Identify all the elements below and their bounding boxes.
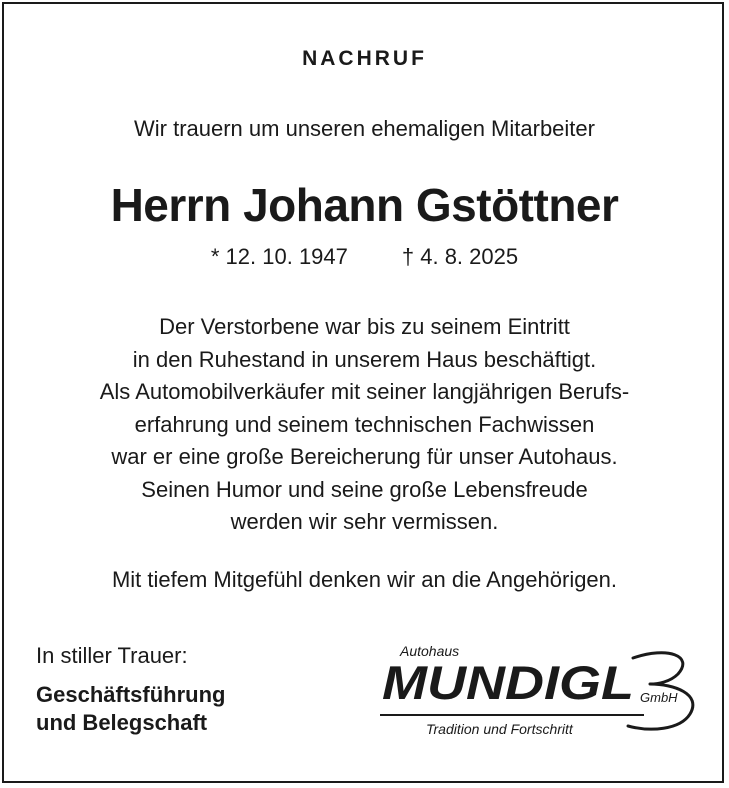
tribute-line: war er eine große Bereicherung für unser Autohaus. — [111, 444, 618, 469]
birth-date: * 12. 10. 1947 — [210, 244, 348, 269]
closing-line: Mit tiefem Mitgefühl denken wir an die Angehörigen. — [111, 567, 618, 592]
signers-group-line: Geschäftsführung — [36, 682, 226, 707]
signers-group-line: und Belegschaft — [36, 710, 208, 735]
tribute-text — [0, 311, 729, 539]
logo-tagline: Tradition und Fortschritt — [426, 721, 573, 737]
tribute-line: Als Automobilverkäufer mit seiner langjährigen Berufs- — [99, 379, 630, 404]
tribute-line: in den Ruhestand in unserem Haus beschäftigt. — [132, 346, 597, 372]
life-dates — [0, 244, 729, 270]
logo-suffix: GmbH — [640, 690, 678, 705]
signers-block — [36, 643, 225, 737]
tribute-line: werden wir sehr vermissen. — [230, 509, 499, 534]
deceased-name: Herrn Johann Gstöttner — [110, 179, 619, 231]
company-logo — [378, 638, 708, 748]
logo-brand: MUNDIGL — [382, 656, 634, 709]
signers-lead: In stiller Trauer: — [36, 643, 188, 668]
intro-line: Wir trauern um unseren ehemaligen Mitarbeiter — [134, 116, 595, 141]
tribute-line: Seinen Humor und seine große Lebensfreude — [141, 476, 588, 502]
logo-prefix: Autohaus — [400, 643, 460, 659]
tribute-line: erfahrung und seinem technischen Fachwissen — [134, 411, 595, 437]
notice-heading: NACHRUF — [302, 47, 427, 70]
death-date: † 4. 8. 2025 — [401, 244, 519, 269]
tribute-line: Der Verstorbene war bis zu seinem Eintritt — [159, 314, 570, 339]
